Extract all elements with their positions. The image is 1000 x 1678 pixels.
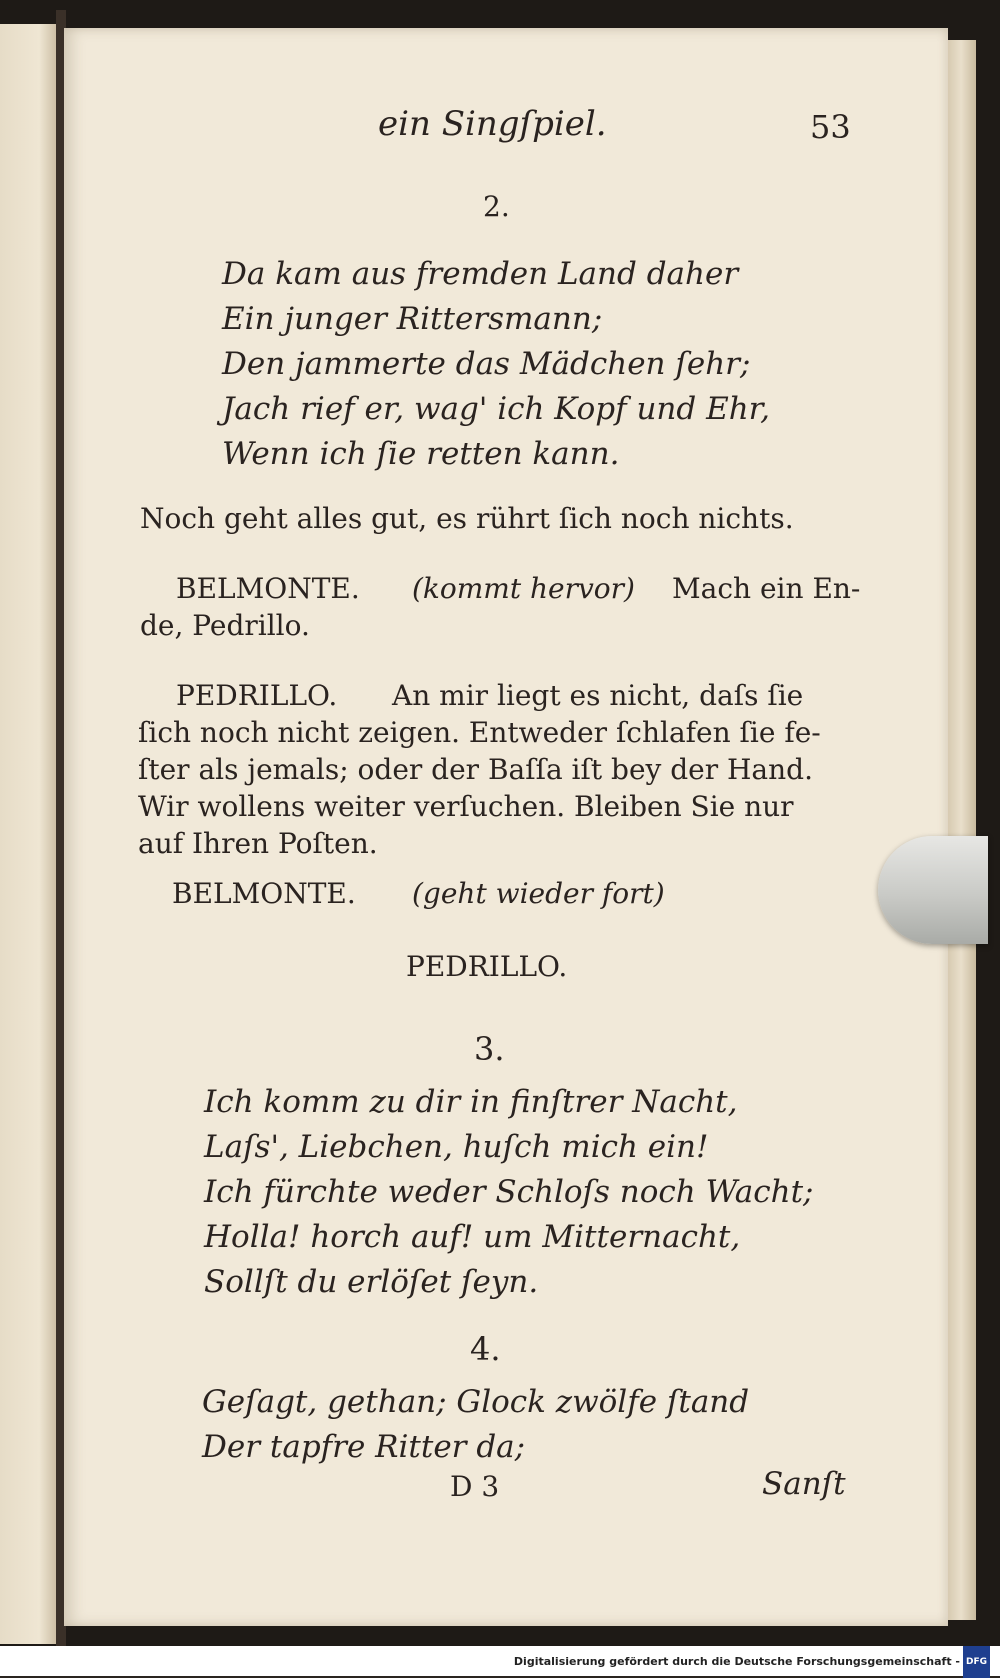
footer-text: Digitalisierung gefördert durch die Deutsche Forschungsgemeinschaft -: [513, 1655, 960, 1668]
stanza-number: 2.: [483, 190, 510, 223]
speaker-heading: PEDRILLO.: [406, 950, 568, 983]
signature-mark: D 3: [450, 1470, 500, 1503]
verse-line: Holla! horch auf! um Mitternacht,: [204, 1219, 741, 1255]
stanza-number: 4.: [470, 1330, 501, 1368]
facing-page-edge: [0, 24, 56, 1644]
speech-text: Mach ein En-: [672, 572, 861, 605]
speech-text: auf Ihren Poſten.: [138, 827, 378, 860]
dfg-logo: DFG: [963, 1646, 990, 1678]
verse-line: Den jammerte das Mädchen ſehr;: [222, 346, 751, 382]
page-clip: [878, 836, 988, 944]
stage-direction: (geht wieder fort): [412, 877, 665, 910]
verse-line: Ich fürchte weder Schloſs noch Wacht;: [204, 1174, 814, 1210]
catchword: Sanſt: [762, 1466, 846, 1502]
verse-line: Der tapfre Ritter da;: [202, 1429, 526, 1465]
speaker-name: PEDRILLO.: [176, 679, 338, 712]
speech-text: Wir wollens weiter verſuchen. Bleiben Sie nur: [138, 790, 794, 823]
page-number: 53: [810, 108, 851, 146]
speech-text: de, Pedrillo.: [140, 609, 310, 642]
verse-line: Sollſt du erlöſet ſeyn.: [204, 1264, 539, 1300]
verse-line: Da kam aus fremden Land daher: [222, 256, 739, 292]
verse-line: Geſagt, gethan; Glock zwölfe ſtand: [202, 1384, 750, 1420]
page-stack-edge: [946, 40, 976, 1620]
running-title: ein Singſpiel.: [378, 104, 607, 144]
stage-direction: (kommt hervor): [412, 572, 635, 605]
verse-line: Ich komm zu dir in finſtrer Nacht,: [204, 1084, 738, 1120]
stanza-number: 3.: [474, 1030, 505, 1068]
prose-line: Noch geht alles gut, es rührt ſich noch nichts.: [140, 502, 794, 535]
speaker-name: BELMONTE.: [172, 877, 356, 910]
verse-line: Ein junger Rittersmann;: [222, 301, 603, 337]
verse-line: Jach rief er, wag' ich Kopf und Ehr,: [222, 391, 770, 427]
speaker-name: BELMONTE.: [176, 572, 360, 605]
digitization-footer: [0, 1646, 1000, 1676]
speech-text: ſich noch nicht zeigen. Entweder ſchlafen ſie fe-: [138, 716, 821, 749]
speech-text: ſter als jemals; oder der Baſſa iſt bey der Hand.: [138, 753, 813, 786]
verse-line: Laſs', Liebchen, huſch mich ein!: [204, 1129, 709, 1165]
speech-text: An mir liegt es nicht, daſs ſie: [392, 679, 804, 712]
verse-line: Wenn ich ſie retten kann.: [222, 436, 620, 472]
